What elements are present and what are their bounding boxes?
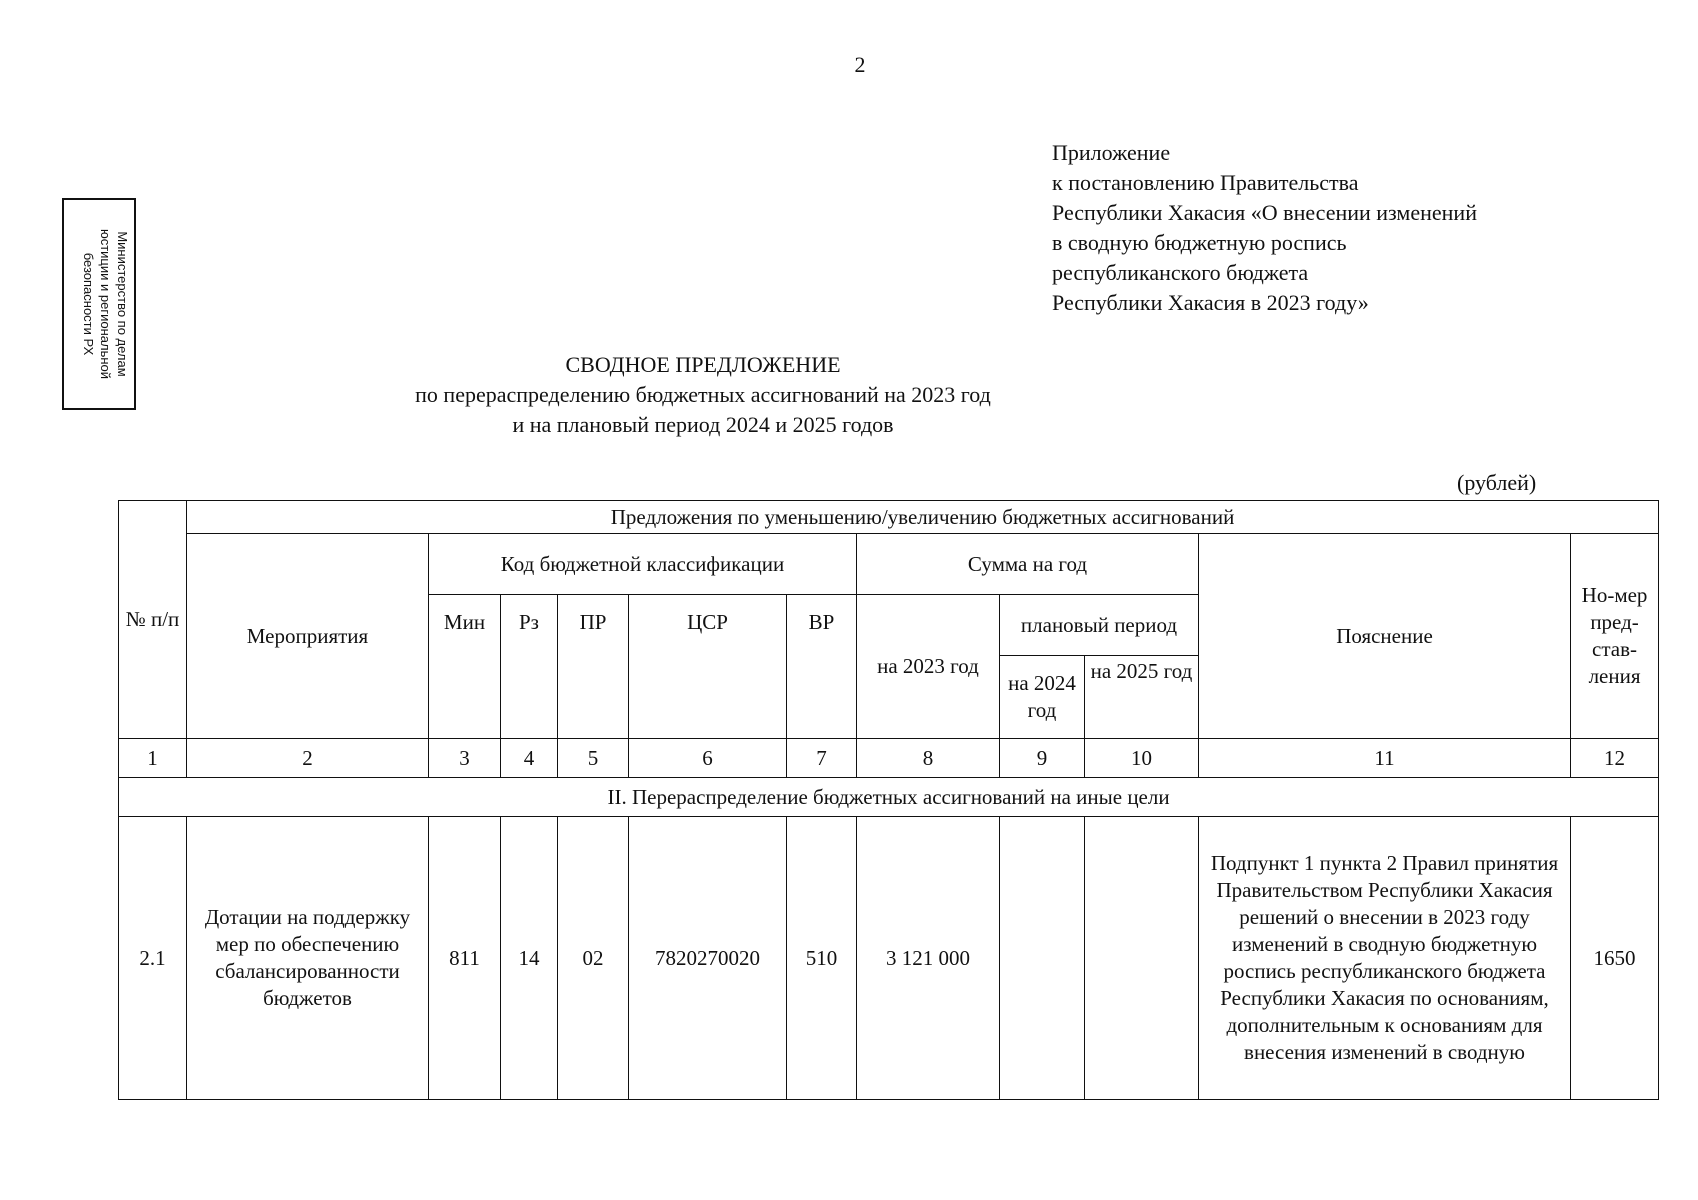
column-number: 3 [429,739,501,778]
cell-rz: 14 [501,817,558,1100]
column-number-row [119,739,1659,778]
column-number: 7 [787,739,857,778]
header-pr: ПР [558,595,629,739]
header-submission-number: Но-мер пред-став-ления [1571,534,1659,739]
budget-table [118,500,1659,1100]
appendix-line: республиканского бюджета [1052,260,1309,285]
header-budget-code: Код бюджетной классификации [429,534,857,595]
column-number: 11 [1199,739,1571,778]
appendix-line: Республики Хакасия «О внесении изменений [1052,200,1477,225]
appendix-line: Республики Хакасия в 2023 году» [1052,290,1369,315]
cell-sum-2023: 3 121 000 [857,817,1000,1100]
column-number: 8 [857,739,1000,778]
column-number: 4 [501,739,558,778]
stamp-line: юстиции и региональной [98,228,113,380]
header-sum-2024: на 2024 год [1000,656,1085,739]
cell-min: 811 [429,817,501,1100]
header-sum-2025: на 2025 год [1085,656,1199,739]
cell-explanation: Подпункт 1 пункта 2 Правил принятия Правительством Республики Хакасия решений о внесении в 2023 году изменений в сводную бюджетную роспись республиканского бюджета Республики Хакасия по основаниям, дополнительным к основаниям для внесения изменений в сводную [1199,817,1571,1100]
header-num: № п/п [119,501,187,739]
column-number: 2 [187,739,429,778]
header-rz: Рз [501,595,558,739]
column-number: 1 [119,739,187,778]
column-number: 9 [1000,739,1085,778]
header-sum-2023: на 2023 год [857,595,1000,739]
stamp-line: безопасности РХ [81,252,96,356]
appendix-line: в сводную бюджетную роспись [1052,230,1347,255]
appendix-block [1052,138,1477,318]
header-proposals: Предложения по уменьшению/увеличению бюджетных ассигнований [187,501,1659,534]
cell-vr: 510 [787,817,857,1100]
header-annual-sum: Сумма на год [857,534,1199,595]
document-title [0,350,1406,440]
table-header-row [119,501,1659,534]
column-number: 12 [1571,739,1659,778]
table-row [119,817,1659,1100]
cell-csr: 7820270020 [629,817,787,1100]
title-line-1: СВОДНОЕ ПРЕДЛОЖЕНИЕ [565,352,841,377]
cell-pr: 02 [558,817,629,1100]
column-number: 10 [1085,739,1199,778]
cell-num: 2.1 [119,817,187,1100]
table-header-row [119,534,1659,595]
column-number: 5 [558,739,629,778]
header-min: Мин [429,595,501,739]
units-label: (рублей) [1457,470,1537,495]
header-explanation: Пояснение [1199,534,1571,739]
appendix-line: Приложение [1052,140,1171,165]
column-number: 6 [629,739,787,778]
cell-sum-2025 [1085,817,1199,1100]
section-row [119,778,1659,817]
header-csr: ЦСР [629,595,787,739]
cell-event: Дотации на поддержку мер по обеспечению сбалансированности бюджетов [187,817,429,1100]
header-events: Мероприятия [187,534,429,739]
page-number: 2 [854,52,866,77]
cell-sum-2024 [1000,817,1085,1100]
title-line-2: по перераспределению бюджетных ассигнований на 2023 год [415,382,991,407]
cell-submission-number: 1650 [1571,817,1659,1100]
header-planned-period: плановый период [1000,595,1199,656]
stamp-line: Министерство по делам [115,231,130,377]
title-line-3: и на плановый период 2024 и 2025 годов [512,412,894,437]
section-title: II. Перераспределение бюджетных ассигнований на иные цели [119,778,1659,817]
header-vr: ВР [787,595,857,739]
appendix-line: к постановлению Правительства [1052,170,1359,195]
